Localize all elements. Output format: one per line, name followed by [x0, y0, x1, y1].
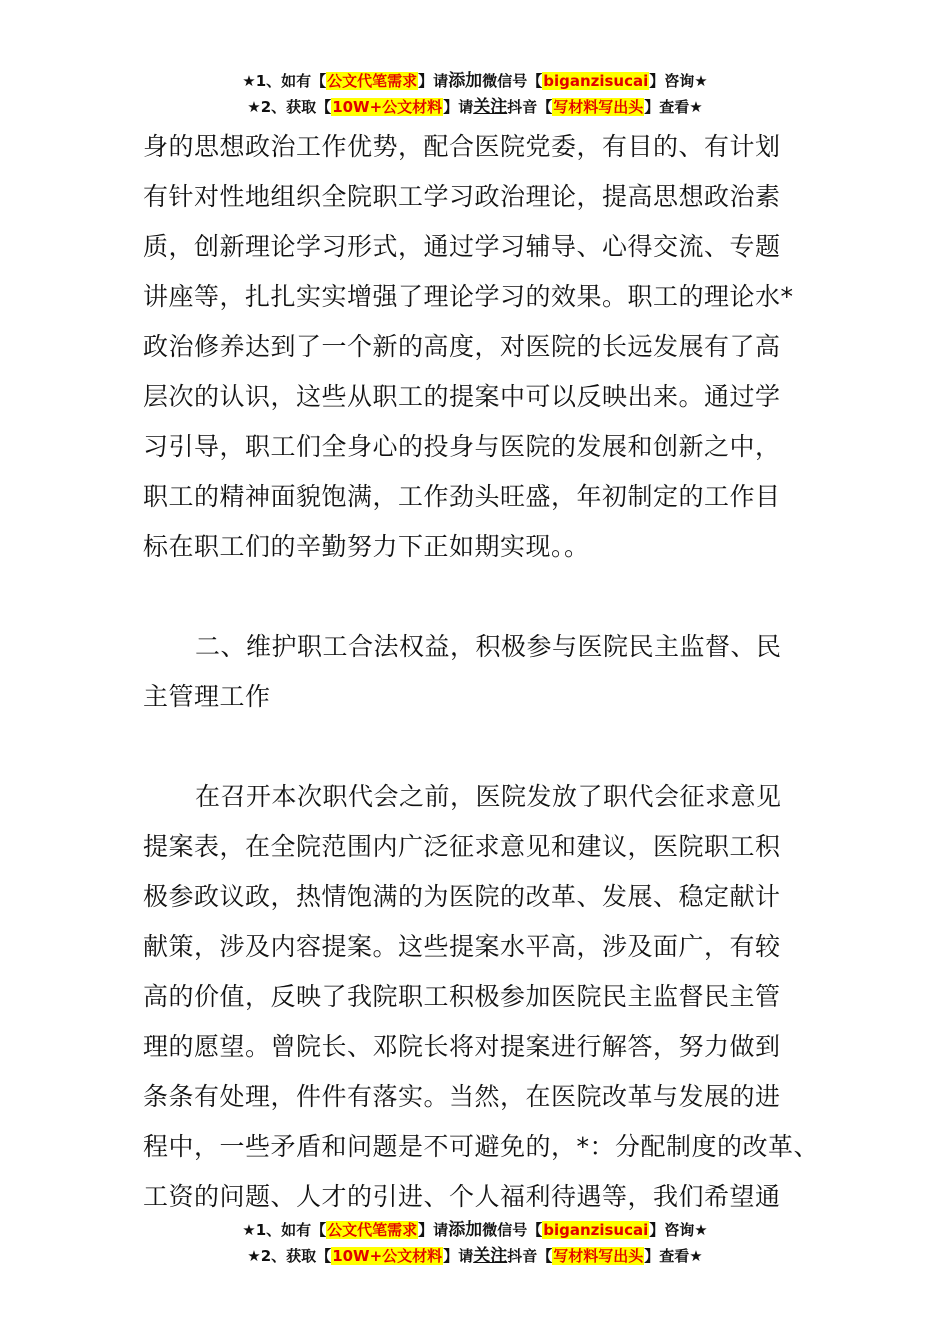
banner-text: 】请	[443, 98, 474, 116]
text-line: 质，创新理论学习形式，通过学习辅导、心得交流、专题	[143, 232, 781, 261]
banner-text: 】查看★	[644, 1247, 703, 1265]
banner-text: 】查看★	[644, 98, 703, 116]
banner-highlight: biganzisucai	[543, 72, 649, 90]
banner-text: ★2、获取【	[247, 1247, 332, 1265]
banner-highlight: 写材料写出头	[553, 1247, 644, 1265]
header-banner	[0, 68, 950, 120]
text-line: 程中，一些矛盾和问题是不可避免的，*：分配制度的改革、	[143, 1132, 820, 1161]
heading-line: 二、维护职工合法权益，积极参与医院民主监督、民	[195, 632, 782, 661]
text-line: 身的思想政治工作优势，配合医院党委，有目的、有计划	[143, 132, 781, 161]
banner-text: ★1、如有【	[242, 1221, 327, 1239]
banner-text: 】请	[443, 1247, 474, 1265]
banner-text: 】咨询★	[649, 1221, 708, 1239]
text-line: 职工的精神面貌饱满，工作劲头旺盛，年初制定的工作目	[143, 482, 781, 511]
banner-emphasis: 添加	[448, 1220, 483, 1240]
text-line: 有针对性地组织全院职工学习政治理论，提高思想政治素	[143, 182, 781, 211]
banner-line-1	[0, 1217, 950, 1243]
text-line: 在召开本次职代会之前，医院发放了职代会征求意见	[195, 782, 782, 811]
banner-text: 抖音【	[507, 98, 553, 116]
banner-text: 微信号【	[482, 72, 543, 90]
paragraph-2	[143, 772, 820, 1222]
heading-line: 主管理工作	[143, 682, 271, 711]
banner-highlight: 10W+公文材料	[332, 98, 443, 116]
text-line: 层次的认识，这些从职工的提案中可以反映出来。通过学	[143, 382, 781, 411]
banner-line-2	[0, 1243, 950, 1269]
banner-line-2	[0, 94, 950, 120]
text-line: 献策，涉及内容提案。这些提案水平高，涉及面广，有较	[143, 932, 781, 961]
banner-line-1	[0, 68, 950, 94]
banner-emphasis: 关注	[473, 1246, 508, 1266]
banner-text: ★2、获取【	[247, 98, 332, 116]
footer-banner	[0, 1217, 950, 1269]
banner-text: ★1、如有【	[242, 72, 327, 90]
banner-text: 】请	[418, 72, 449, 90]
text-line: 政治修养达到了一个新的高度，对医院的长远发展有了高	[143, 332, 781, 361]
banner-highlight: biganzisucai	[543, 1221, 649, 1239]
text-line: 标在职工们的辛勤努力下正如期实现。。	[143, 532, 590, 561]
banner-highlight: 公文代笔需求	[327, 72, 418, 90]
banner-highlight: 写材料写出头	[553, 98, 644, 116]
banner-text: 】请	[418, 1221, 449, 1239]
text-line: 提案表，在全院范围内广泛征求意见和建议，医院职工积	[143, 832, 781, 861]
banner-highlight: 10W+公文材料	[332, 1247, 443, 1265]
banner-text: 抖音【	[507, 1247, 553, 1265]
text-line: 理的愿望。曾院长、邓院长将对提案进行解答，努力做到	[143, 1032, 781, 1061]
banner-emphasis: 关注	[473, 97, 508, 117]
text-line: 习引导，职工们全身心的投身与医院的发展和创新之中，	[143, 432, 781, 461]
text-line: 条条有处理，件件有落实。当然，在医院改革与发展的进	[143, 1082, 781, 1111]
text-line: 讲座等，扎扎实实增强了理论学习的效果。职工的理论水*	[143, 282, 794, 311]
banner-highlight: 公文代笔需求	[327, 1221, 418, 1239]
text-line: 高的价值，反映了我院职工积极参加医院民主监督民主管	[143, 982, 781, 1011]
document-body	[143, 122, 820, 1222]
text-line: 工资的问题、人才的引进、个人福利待遇等，我们希望通	[143, 1182, 781, 1211]
text-line: 极参政议政，热情饱满的为医院的改革、发展、稳定献计	[143, 882, 781, 911]
banner-text: 微信号【	[482, 1221, 543, 1239]
paragraph-1	[143, 122, 813, 572]
banner-emphasis: 添加	[448, 71, 483, 91]
banner-text: 】咨询★	[649, 72, 708, 90]
section-heading-2	[143, 622, 813, 722]
